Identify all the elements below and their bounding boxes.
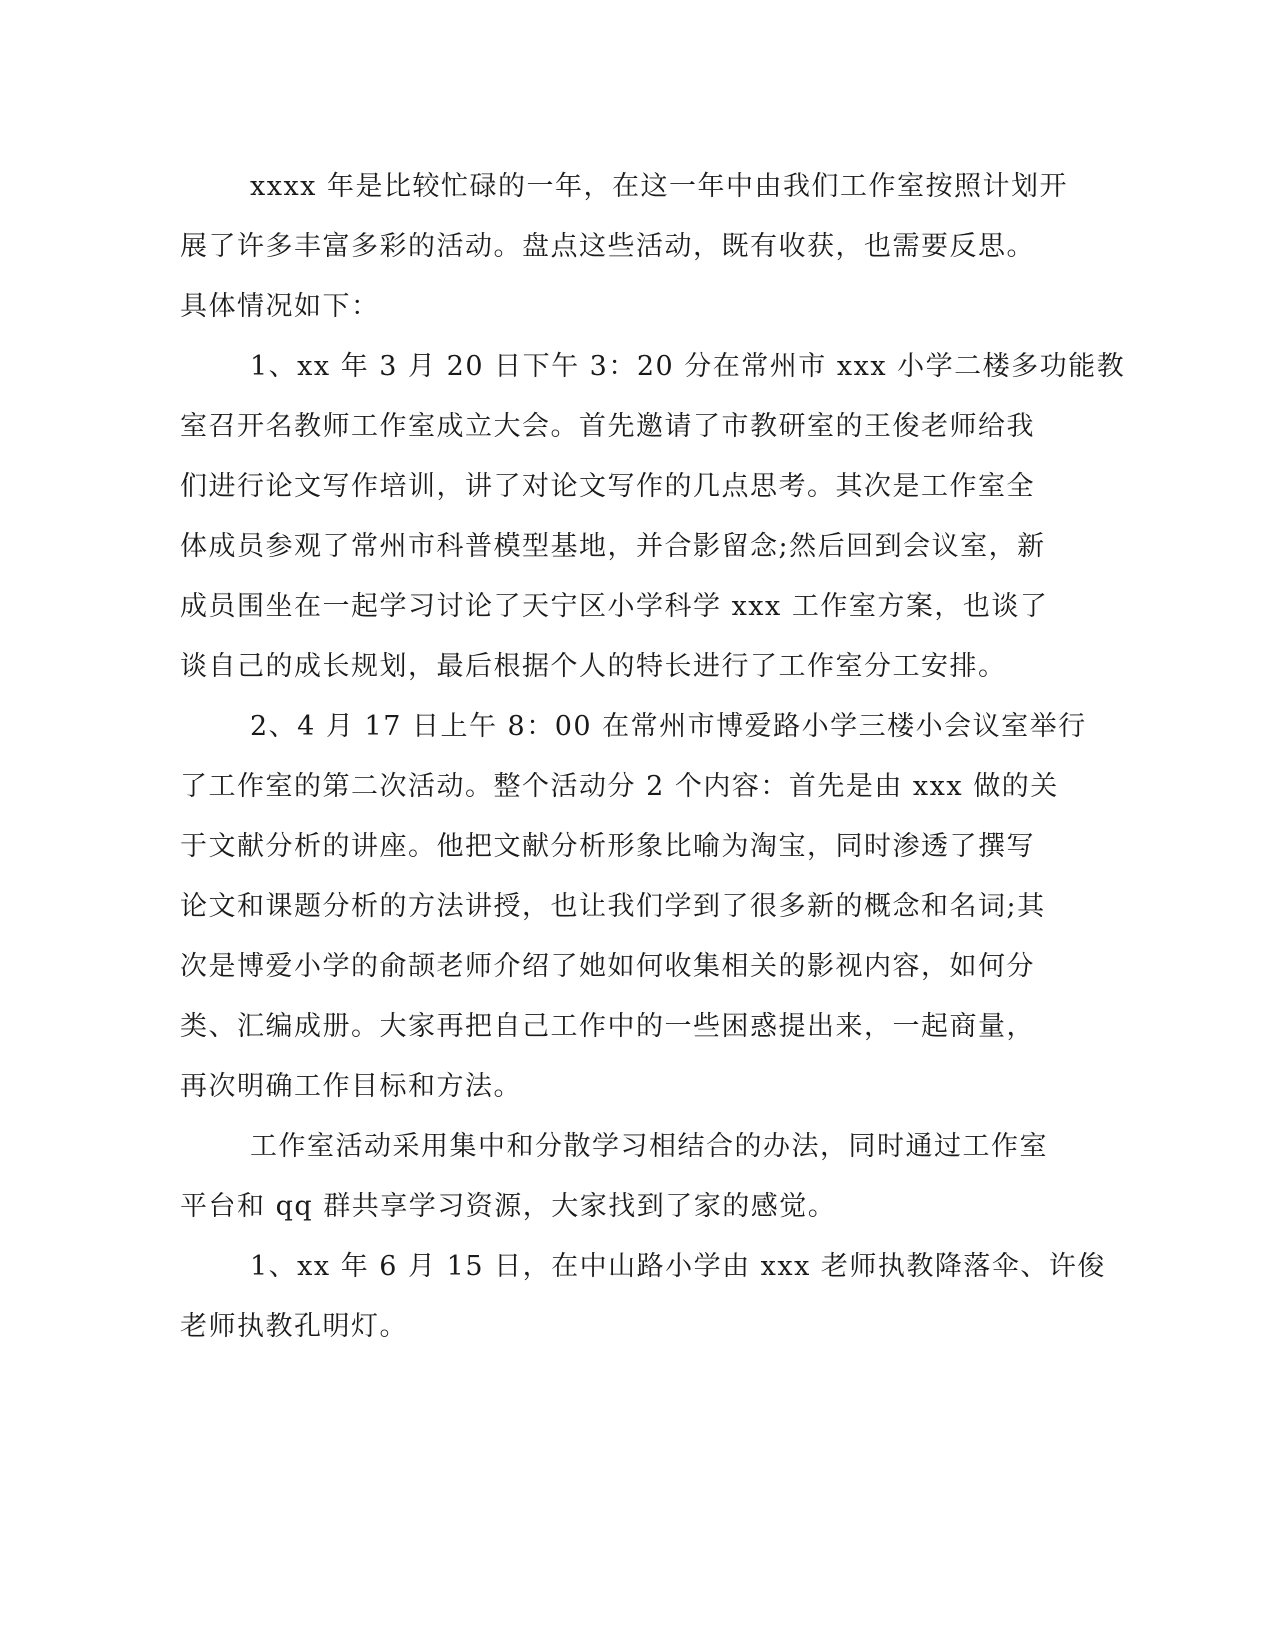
- text-line: 们进行论文写作培训，讲了对论文写作的几点思考。其次是工作室全: [180, 471, 1035, 502]
- paragraph-intro: [180, 157, 1068, 337]
- document-body: [180, 157, 1126, 1357]
- text-line: xxxx 年是比较忙碌的一年，在这一年中由我们工作室按照计划开: [250, 171, 1068, 202]
- text-line: 论文和课题分析的方法讲授，也让我们学到了很多新的概念和名词;其: [180, 891, 1046, 922]
- text-line: 次是博爱小学的俞颉老师介绍了她如何收集相关的影视内容，如何分: [180, 951, 1035, 982]
- text-line: 工作室活动采用集中和分散学习相结合的办法，同时通过工作室: [250, 1131, 1048, 1162]
- text-line: 类、汇编成册。大家再把自己工作中的一些困惑提出来，一起商量，: [180, 1011, 1035, 1042]
- text-line: 体成员参观了常州市科普模型基地，并合影留念;然后回到会议室，新: [180, 531, 1046, 562]
- text-line: 于文献分析的讲座。他把文献分析形象比喻为淘宝，同时渗透了撰写: [180, 831, 1035, 862]
- text-line: 展了许多丰富多彩的活动。盘点这些活动，既有收获，也需要反思。: [180, 231, 1035, 262]
- text-line: 老师执教孔明灯。: [180, 1311, 408, 1342]
- text-line: 2、4 月 17 日上午 8：00 在常州市博爱路小学三楼小会议室举行: [250, 711, 1087, 742]
- paragraph-lesson-1: [180, 1237, 1106, 1357]
- text-line: 平台和 qq 群共享学习资源，大家找到了家的感觉。: [180, 1191, 837, 1222]
- text-line: 室召开名教师工作室成立大会。首先邀请了市教研室的王俊老师给我: [180, 411, 1035, 442]
- text-line: 1、xx 年 6 月 15 日，在中山路小学由 xxx 老师执教降落伞、许俊: [250, 1251, 1106, 1282]
- text-line: 了工作室的第二次活动。整个活动分 2 个内容：首先是由 xxx 做的关: [180, 771, 1059, 802]
- text-line: 具体情况如下：: [180, 291, 380, 322]
- paragraph-methods: [180, 1117, 1048, 1237]
- text-line: 谈自己的成长规划，最后根据个人的特长进行了工作室分工安排。: [180, 651, 1007, 682]
- text-line: 1、xx 年 3 月 20 日下午 3：20 分在常州市 xxx 小学二楼多功能教: [250, 351, 1126, 382]
- text-line: 成员围坐在一起学习讨论了天宁区小学科学 xxx 工作室方案，也谈了: [180, 591, 1049, 622]
- paragraph-activity-2: [180, 697, 1087, 1117]
- paragraph-activity-1: [180, 337, 1126, 697]
- text-line: 再次明确工作目标和方法。: [180, 1071, 522, 1102]
